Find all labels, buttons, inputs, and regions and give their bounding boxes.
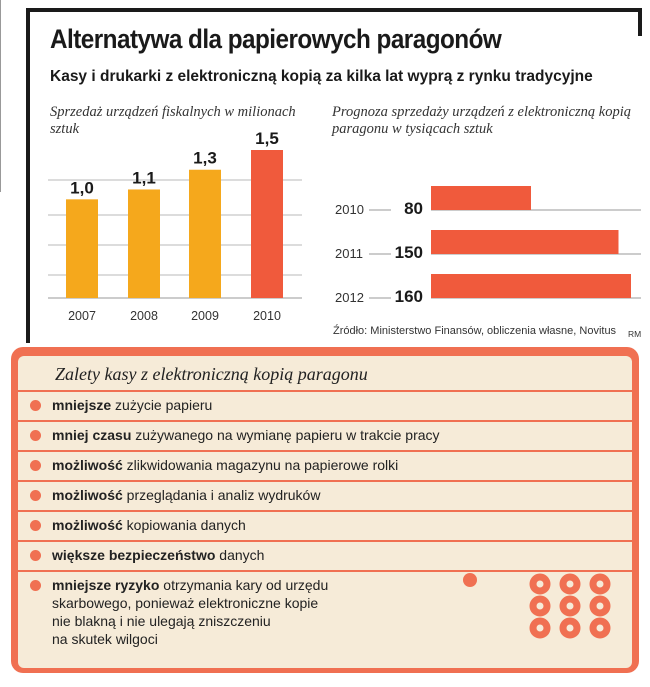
bullet-dot — [30, 550, 41, 561]
page-subtitle: Kasy i drukarki z elektroniczną kopią za kilka lat wyprą z rynku tradycyjne — [50, 68, 593, 85]
benefit-text: możliwość przeglądania i analiz wydruków — [52, 487, 321, 503]
forecast-bar-chart — [325, 170, 645, 310]
benefit-text: mniej czasu zużywanego na wymianę papieru w trakcie pracy — [52, 427, 440, 443]
y-tick-label: 2011 — [335, 246, 363, 261]
frame-top-rule — [26, 8, 642, 12]
x-tick-label: 2010 — [253, 309, 281, 323]
benefit-item — [18, 450, 632, 478]
bullet-dot — [30, 430, 41, 441]
x-tick-label: 2008 — [130, 309, 158, 323]
keypad-dot — [593, 577, 607, 591]
frame-right-rule — [638, 8, 642, 36]
keypad-dot — [593, 599, 607, 613]
bar-2007 — [66, 199, 98, 298]
bar-value-label: 1,0 — [70, 178, 94, 198]
keypad-dot — [533, 599, 547, 613]
keypad-dot — [563, 621, 577, 635]
bar-value-label: 1,5 — [255, 129, 279, 148]
bullet-dot — [30, 490, 41, 501]
bar-value-label: 1,1 — [132, 168, 156, 188]
bar-value-label: 1,3 — [193, 148, 217, 168]
fax-machine-icon — [410, 502, 642, 670]
benefit-text: możliwość kopiowania danych — [52, 517, 246, 533]
page-title: Alternatywa dla papierowych paragonów — [50, 24, 502, 54]
bar-2010 — [431, 186, 531, 210]
benefit-text: mniejsze ryzyko otrzymania kary od urzędu skarbowego, ponieważ elektroniczne kopie nie blakną i nie ulegają zniszczeniu na skutek wilgoci — [52, 577, 329, 647]
y-tick-label: 2010 — [335, 202, 364, 217]
bar-value-label: 160 — [394, 287, 423, 306]
benefit-item — [18, 420, 632, 448]
x-tick-label: 2009 — [191, 309, 219, 323]
keypad-dot — [563, 599, 577, 613]
bar-2009 — [189, 170, 221, 298]
left-chart-title: Sprzedaż urządzeń fiskalnych w milionach sztuk — [50, 104, 296, 137]
benefit-text: możliwość zlikwidowania magazynu na papierowe rolki — [52, 457, 399, 473]
bar-2008 — [128, 189, 160, 298]
bullet-dot — [30, 460, 41, 471]
bullet-dot — [30, 580, 41, 591]
credit-note: RM — [628, 329, 642, 339]
frame-left-rule — [26, 8, 30, 343]
keypad-dot — [593, 621, 607, 635]
keypad-dot — [533, 577, 547, 591]
y-tick-label: 2012 — [335, 290, 364, 305]
bar-2010 — [251, 150, 283, 298]
source-note: Źródło: Ministerstwo Finansów, obliczenia własne, Novitus — [333, 325, 617, 337]
benefit-text: większe bezpieczeństwo danych — [52, 547, 265, 563]
bar-2011 — [431, 230, 619, 254]
bar-value-label: 150 — [394, 243, 423, 262]
right-chart-title: Prognoza sprzedaży urządzeń z elektroniczną kopią paragonu w tysiącach sztuk — [332, 104, 631, 137]
benefit-text: mniejsze zużycie papieru — [52, 397, 213, 413]
chart-divider — [0, 0, 1, 192]
sales-bar-chart — [40, 129, 310, 330]
bullet-dot — [30, 400, 41, 411]
bullet-dot — [30, 520, 41, 531]
keypad-dot — [533, 621, 547, 635]
benefit-item — [18, 390, 632, 418]
benefits-title: Zalety kasy z elektroniczną kopią paragonu — [55, 364, 368, 384]
keypad-dot — [563, 577, 577, 591]
x-tick-label: 2007 — [68, 309, 96, 323]
bar-value-label: 80 — [404, 199, 423, 218]
bar-2012 — [431, 274, 631, 298]
